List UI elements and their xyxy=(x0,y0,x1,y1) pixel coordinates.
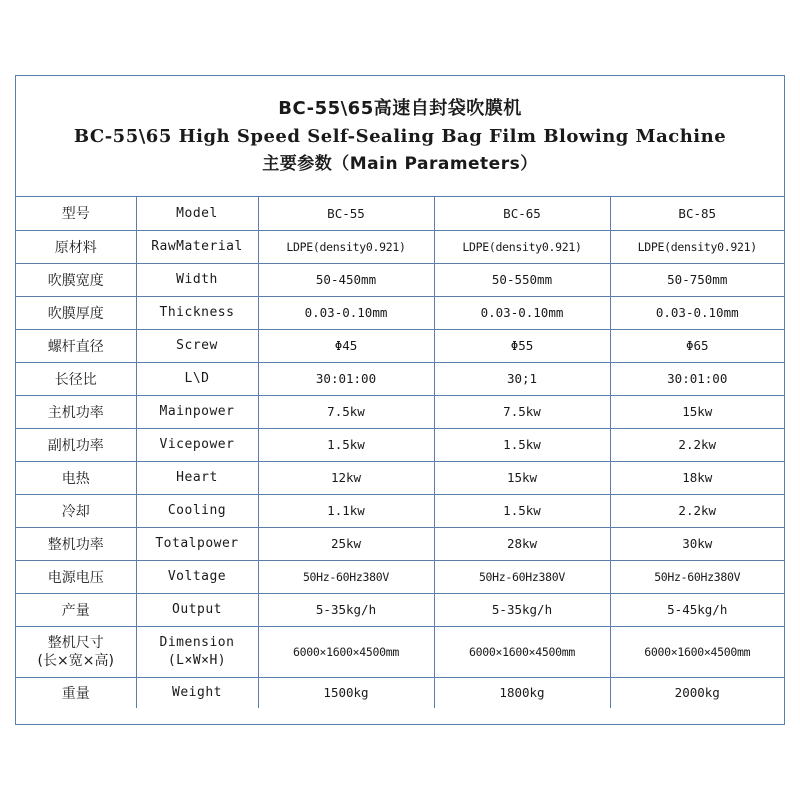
table-row xyxy=(16,362,784,395)
param-name-cn: 吹膜厚度 xyxy=(16,296,136,329)
table-row xyxy=(16,395,784,428)
param-name-en-line2: (L×W×H) xyxy=(167,652,227,668)
title-english: BC-55\65 High Speed Self-Sealing Bag Film Blowing Machine xyxy=(73,126,727,147)
parameter-sheet xyxy=(15,75,785,725)
table-row xyxy=(16,527,784,560)
param-name-en xyxy=(136,626,258,677)
value-bc85: 5-45kg/h xyxy=(610,593,784,626)
param-name-en: Thickness xyxy=(136,296,258,329)
title-chinese: BC-55\65高速自封袋吹膜机 xyxy=(278,98,522,119)
param-name-cn: 吹膜宽度 xyxy=(16,263,136,296)
value-bc85: 30:01:00 xyxy=(610,362,784,395)
table-row xyxy=(16,197,784,230)
value-bc85: 2.2kw xyxy=(610,428,784,461)
table-row xyxy=(16,626,784,677)
value-bc65: 1.5kw xyxy=(434,494,610,527)
param-name-en: Output xyxy=(136,593,258,626)
value-bc85: 2.2kw xyxy=(610,494,784,527)
sheet-header xyxy=(16,76,784,197)
value-bc85: BC-85 xyxy=(610,197,784,230)
param-name-cn: 整机功率 xyxy=(16,527,136,560)
value-bc65: 7.5kw xyxy=(434,395,610,428)
param-name-en: Voltage xyxy=(136,560,258,593)
param-name-en: Totalpower xyxy=(136,527,258,560)
value-bc65: LDPE(density0.921) xyxy=(434,230,610,263)
param-name-cn: 原材料 xyxy=(16,230,136,263)
value-bc55: 0.03-0.10mm xyxy=(258,296,434,329)
value-bc65: Φ55 xyxy=(434,329,610,362)
value-bc55: 5-35kg/h xyxy=(258,593,434,626)
param-name-cn: 电源电压 xyxy=(16,560,136,593)
value-bc65: 5-35kg/h xyxy=(434,593,610,626)
table-row xyxy=(16,560,784,593)
value-bc55: 1.1kw xyxy=(258,494,434,527)
param-name-cn: 型号 xyxy=(16,197,136,230)
value-bc55: 6000×1600×4500mm xyxy=(258,626,434,677)
value-bc85: LDPE(density0.921) xyxy=(610,230,784,263)
value-bc85: 0.03-0.10mm xyxy=(610,296,784,329)
param-name-cn: 电热 xyxy=(16,461,136,494)
param-name-en: Model xyxy=(136,197,258,230)
value-bc55: 30:01:00 xyxy=(258,362,434,395)
param-name-cn-line2: (长×宽×高) xyxy=(37,652,114,669)
value-bc55: 12kw xyxy=(258,461,434,494)
value-bc65: 28kw xyxy=(434,527,610,560)
table-row xyxy=(16,494,784,527)
value-bc55: 50Hz-60Hz380V xyxy=(258,560,434,593)
value-bc55: Φ45 xyxy=(258,329,434,362)
value-bc55: 50-450mm xyxy=(258,263,434,296)
param-name-cn: 主机功率 xyxy=(16,395,136,428)
value-bc85: 50Hz-60Hz380V xyxy=(610,560,784,593)
value-bc85: 30kw xyxy=(610,527,784,560)
value-bc55: 1.5kw xyxy=(258,428,434,461)
value-bc85: 2000kg xyxy=(610,677,784,708)
table-row xyxy=(16,296,784,329)
value-bc55: 25kw xyxy=(258,527,434,560)
param-name-en: Vicepower xyxy=(136,428,258,461)
value-bc65: 0.03-0.10mm xyxy=(434,296,610,329)
value-bc65: 50Hz-60Hz380V xyxy=(434,560,610,593)
table-row xyxy=(16,461,784,494)
value-bc55: BC-55 xyxy=(258,197,434,230)
param-name-cn: 冷却 xyxy=(16,494,136,527)
value-bc65: 30;1 xyxy=(434,362,610,395)
subtitle-main-parameters: 主要参数（Main Parameters） xyxy=(262,154,538,174)
value-bc85: 15kw xyxy=(610,395,784,428)
param-name-en: Screw xyxy=(136,329,258,362)
value-bc65: 50-550mm xyxy=(434,263,610,296)
param-name-en: RawMaterial xyxy=(136,230,258,263)
value-bc55: 1500kg xyxy=(258,677,434,708)
param-name-en: Cooling xyxy=(136,494,258,527)
value-bc65: 1800kg xyxy=(434,677,610,708)
table-row xyxy=(16,329,784,362)
param-name-en: Width xyxy=(136,263,258,296)
value-bc85: 6000×1600×4500mm xyxy=(610,626,784,677)
value-bc65: 1.5kw xyxy=(434,428,610,461)
param-name-en: Mainpower xyxy=(136,395,258,428)
value-bc85: 50-750mm xyxy=(610,263,784,296)
param-name-en: Heart xyxy=(136,461,258,494)
param-name-cn: 产量 xyxy=(16,593,136,626)
table-row xyxy=(16,230,784,263)
value-bc85: 18kw xyxy=(610,461,784,494)
table-row xyxy=(16,263,784,296)
param-name-en-line1: Dimension xyxy=(159,634,235,650)
param-name-cn: 重量 xyxy=(16,677,136,708)
table-row xyxy=(16,428,784,461)
parameters-table xyxy=(16,197,784,708)
param-name-en: L\D xyxy=(136,362,258,395)
param-name-en: Weight xyxy=(136,677,258,708)
table-row xyxy=(16,677,784,708)
value-bc65: 15kw xyxy=(434,461,610,494)
value-bc65: 6000×1600×4500mm xyxy=(434,626,610,677)
value-bc55: 7.5kw xyxy=(258,395,434,428)
table-row xyxy=(16,593,784,626)
value-bc55: LDPE(density0.921) xyxy=(258,230,434,263)
param-name-cn: 副机功率 xyxy=(16,428,136,461)
param-name-cn: 螺杆直径 xyxy=(16,329,136,362)
param-name-cn-line1: 整机尺寸 xyxy=(47,634,104,651)
value-bc65: BC-65 xyxy=(434,197,610,230)
param-name-cn: 长径比 xyxy=(16,362,136,395)
value-bc85: Φ65 xyxy=(610,329,784,362)
param-name-cn xyxy=(16,626,136,677)
